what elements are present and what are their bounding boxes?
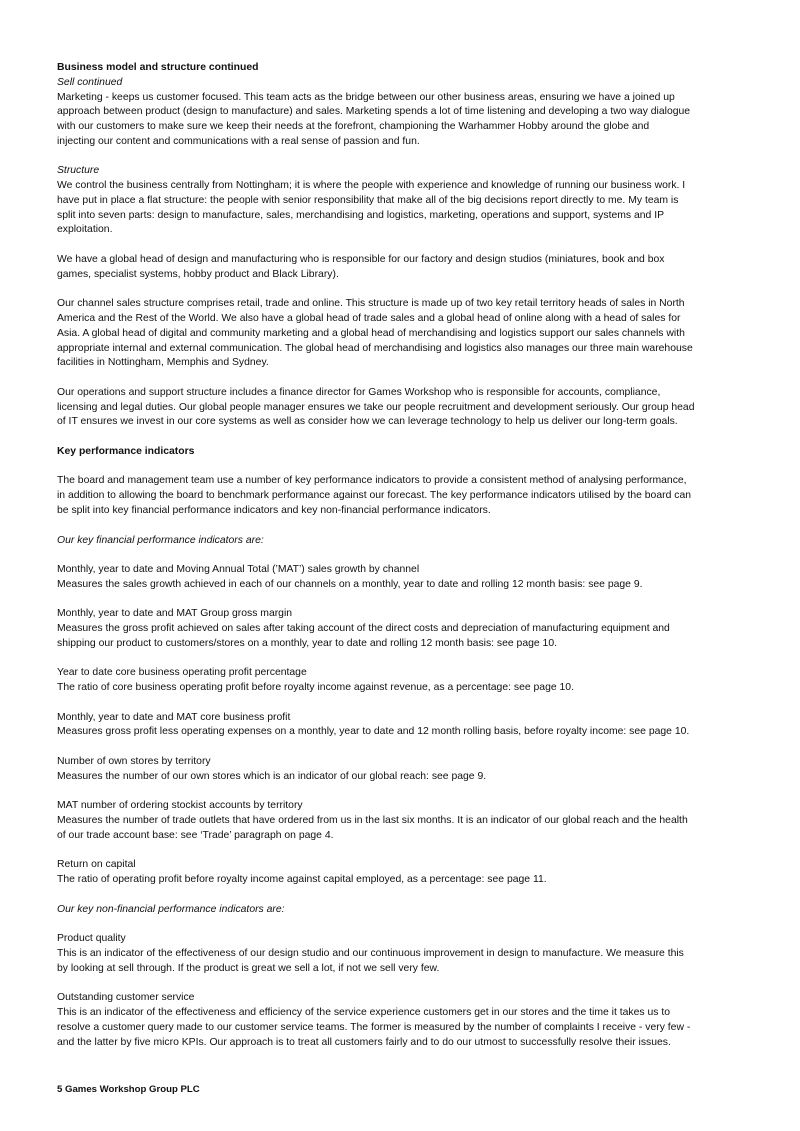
- text-line: This is an indicator of the effectiveness and efficiency of the service experience customers get in our stores and the time it takes us to: [57, 1007, 670, 1018]
- text-line: Measures gross profit less operating expenses on a monthly, year to date and 12 month rolling basis, before royalty income: see page 10.: [57, 726, 690, 738]
- text-line: resolve a customer query made to our customer service teams. The former is measured by the number of complaints I receive - very few -: [57, 1021, 691, 1033]
- text-line: The ratio of operating profit before royalty income against capital employed, as a percentage: see page 11.: [57, 874, 547, 886]
- text-line: facilities in Nottingham, Memphis and Sydney.: [57, 357, 269, 369]
- paragraph: [57, 755, 757, 785]
- text-line: Measures the sales growth achieved in each of our channels on a monthly, year to date and rolling 12 month basis: see page 9.: [57, 578, 643, 590]
- text-line: exploitation.: [57, 224, 113, 236]
- paragraph: [57, 903, 757, 918]
- text-line: of IT ensures we invest in our core systems as well as consider how we can leverage technology to help us deliver our long-term goals.: [57, 416, 678, 428]
- paragraph: [57, 474, 757, 518]
- paragraph: [57, 799, 757, 843]
- text-line: This is an indicator of the effectiveness of our design studio and our continuous improvement in design to manufacture. We measure this: [57, 947, 684, 959]
- paragraph: [57, 858, 757, 888]
- subheading: Sell continued: [57, 76, 123, 88]
- text-line: by looking at sell through. If the product is great we sell a lot, if not we sell very few.: [57, 962, 440, 974]
- paragraph: [57, 991, 757, 1050]
- paragraph: [57, 711, 757, 741]
- paragraph: [57, 61, 757, 150]
- text-line: be split into key financial performance indicators and key non-financial performance indicators.: [57, 504, 491, 516]
- text-line: Measures the gross profit achieved on sales after taking account of the direct costs and depreciation of manufacturing equipment and: [57, 623, 670, 635]
- text-line: of our trade account base: see ‘Trade’ paragraph on page 4.: [57, 829, 334, 841]
- subheading: Our key non-financial performance indicators are:: [57, 903, 285, 915]
- text-line: in addition to allowing the board to benchmark performance against our forecast. The key performance indicators utilised by the board can: [57, 490, 691, 502]
- section-heading: Key performance indicators: [57, 445, 195, 457]
- paragraph: [57, 607, 757, 651]
- paragraph: [57, 666, 757, 696]
- text-line: MAT number of ordering stockist accounts by territory: [57, 800, 303, 812]
- paragraph: [57, 445, 757, 460]
- text-line: have put in place a flat structure: the people with senior responsibility that make all of the big decisions report directly to me. My team is: [57, 194, 679, 206]
- paragraph: [57, 563, 757, 593]
- text-line: Monthly, year to date and Moving Annual Total (’MAT’) sales growth by channel: [57, 564, 420, 576]
- text-line: Our channel sales structure comprises retail, trade and online. This structure is made up of two key retail territory heads of sales in North: [57, 298, 685, 310]
- text-line: approach between product (design to manufacture) and sales. Marketing spends a lot of time listening and developing a two way dialogue: [57, 106, 691, 118]
- paragraph: [57, 932, 757, 976]
- text-line: Our operations and support structure includes a finance director for Games Workshop who is responsible for accounts, compliance,: [57, 386, 661, 398]
- text-line: The ratio of core business operating profit before royalty income against revenue, as a percentage: see page 10.: [57, 682, 574, 694]
- subheading: Structure: [57, 165, 100, 177]
- text-line: shipping our product to customers/stores on a monthly, year to date and rolling 12 month basis: see page 10.: [57, 637, 558, 649]
- text-line: Year to date core business operating profit percentage: [57, 667, 307, 679]
- section-heading: Business model and structure continued: [57, 62, 259, 73]
- text-line: and the latter by five micro KPIs. Our approach is to treat all customers fairly and to do our utmost to successfully resolve their issues.: [57, 1036, 671, 1048]
- text-line: We have a global head of design and manufacturing who is responsible for our factory and design studios (miniatures, book and box: [57, 253, 665, 265]
- text-line: Measures the number of our own stores which is an indicator of our global reach: see page 9.: [57, 770, 487, 782]
- page-footer: 5 Games Workshop Group PLC: [57, 1084, 200, 1095]
- text-line: Outstanding customer service: [57, 992, 195, 1004]
- text-line: split into seven parts: design to manufacture, sales, merchandising and logistics, marketing, operations and support, systems and IP: [57, 209, 665, 221]
- text-line: Return on capital: [57, 859, 136, 871]
- paragraph: [57, 297, 757, 371]
- text-line: Asia. A global head of digital and community marketing and a global head of merchandising and logistics support our sales channels with: [57, 327, 685, 339]
- text-line: appropriate internal and external communication. The global head of merchandising and logistics also manages our three main warehouse: [57, 342, 693, 354]
- text-line: Product quality: [57, 933, 126, 945]
- paragraph: [57, 386, 757, 430]
- text-line: Marketing - keeps us customer focused. This team acts as the bridge between our other business areas, ensuring we have a joined up: [57, 91, 675, 103]
- text-line: Monthly, year to date and MAT Group gross margin: [57, 608, 293, 620]
- text-line: We control the business centrally from Nottingham; it is where the people with experience and knowledge of running our business work. I: [57, 180, 686, 192]
- paragraph: [57, 164, 757, 238]
- text-line: America and the Rest of the World. We also have a global head of trade sales and a global head of online along with a head of sales for: [57, 313, 681, 325]
- text-line: with our customers to make sure we keep their needs at the forefront, championing the Warhammer Hobby around the globe and: [57, 121, 650, 133]
- paragraph: [57, 534, 757, 549]
- text-line: Measures the number of trade outlets that have ordered from us in the last six months. It is an indicator of our global reach and the health: [57, 815, 688, 827]
- text-line: games, specialist systems, hobby product and Black Library).: [57, 268, 339, 280]
- subheading: Our key financial performance indicators are:: [57, 534, 264, 546]
- paragraph: [57, 253, 757, 283]
- document-body: [57, 61, 757, 1065]
- text-line: Monthly, year to date and MAT core business profit: [57, 711, 291, 723]
- text-line: The board and management team use a number of key performance indicators to provide a consistent method of analysing performance,: [57, 475, 687, 487]
- text-line: licensing and legal duties. Our global people manager ensures we take our people recruitment and development seriously. Our group head: [57, 401, 695, 413]
- text-line: Number of own stores by territory: [57, 755, 211, 767]
- text-line: injecting our content and communications with a real sense of passion and fun.: [57, 135, 420, 147]
